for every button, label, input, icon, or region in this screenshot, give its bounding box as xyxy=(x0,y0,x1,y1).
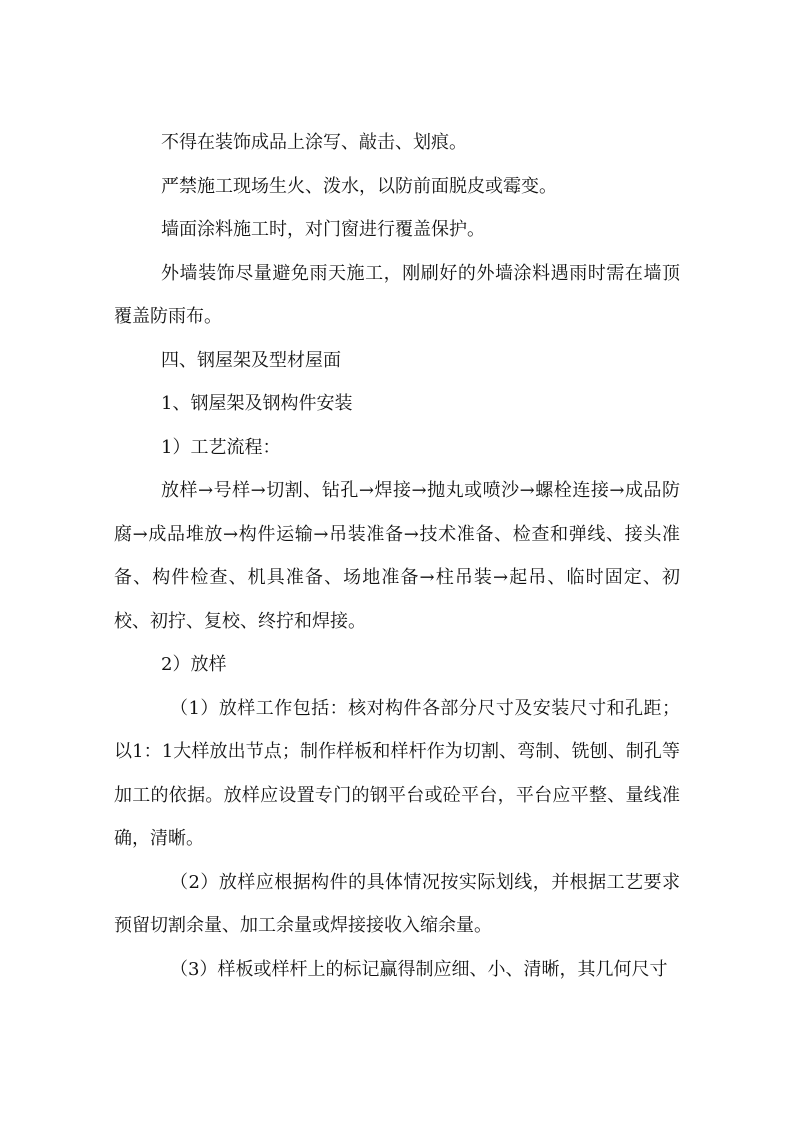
item-heading-layout: 2）放样 xyxy=(161,654,227,675)
subsection-heading-installation: 1、钢屋架及钢构件安装 xyxy=(161,393,353,414)
paragraph-cover-doors-windows: 墙面涂料施工时，对门窗进行覆盖保护。 xyxy=(161,219,485,240)
paragraph-avoid-rain: 外墙装饰尽量避免雨天施工，刚刷好的外墙涂料遇雨时需在墙顶覆盖防雨布。 xyxy=(114,262,680,327)
paragraph-no-fire-water: 严禁施工现场生火、泼水，以防前面脱皮或霉变。 xyxy=(161,175,557,197)
section-heading-steel-roof: 四、钢屋架及型材屋面 xyxy=(161,349,341,371)
paragraph-layout-2: （2）放样应根据构件的具体情况按实际划线，并根据工艺要求预留切割余量、加工余量或焊接接收入缩余量。 xyxy=(114,871,680,936)
paragraph-layout-1: （1）放样工作包括：核对构件各部分尺寸及安装尺寸和孔距；以1：1大样放出节点；制作样板和样杆作为切割、弯制、铣刨、制孔等加工的依据。放样应设置专门的钢平台或砼平台，平台应平整、量线准确，清晰。 xyxy=(114,697,680,849)
paragraph-no-graffiti: 不得在装饰成品上涂写、敲击、划痕。 xyxy=(161,132,467,153)
paragraph-layout-3: （3）样板或样杆上的标记赢得制应细、小、清晰，其几何尺寸 xyxy=(170,958,668,980)
item-heading-process-flow: 1）工艺流程： xyxy=(161,436,281,458)
paragraph-process-flow: 放样→号样→切割、钻孔→焊接→抛丸或喷沙→螺栓连接→成品防腐→成品堆放→构件运输→吊装准备→技术准备、检查和弹线、接头准备、构件检查、机具准备、场地准备→柱吊装→起吊、临时固定、初校、初拧、复校、终拧和焊接。 xyxy=(114,480,680,632)
document-body xyxy=(114,121,680,991)
